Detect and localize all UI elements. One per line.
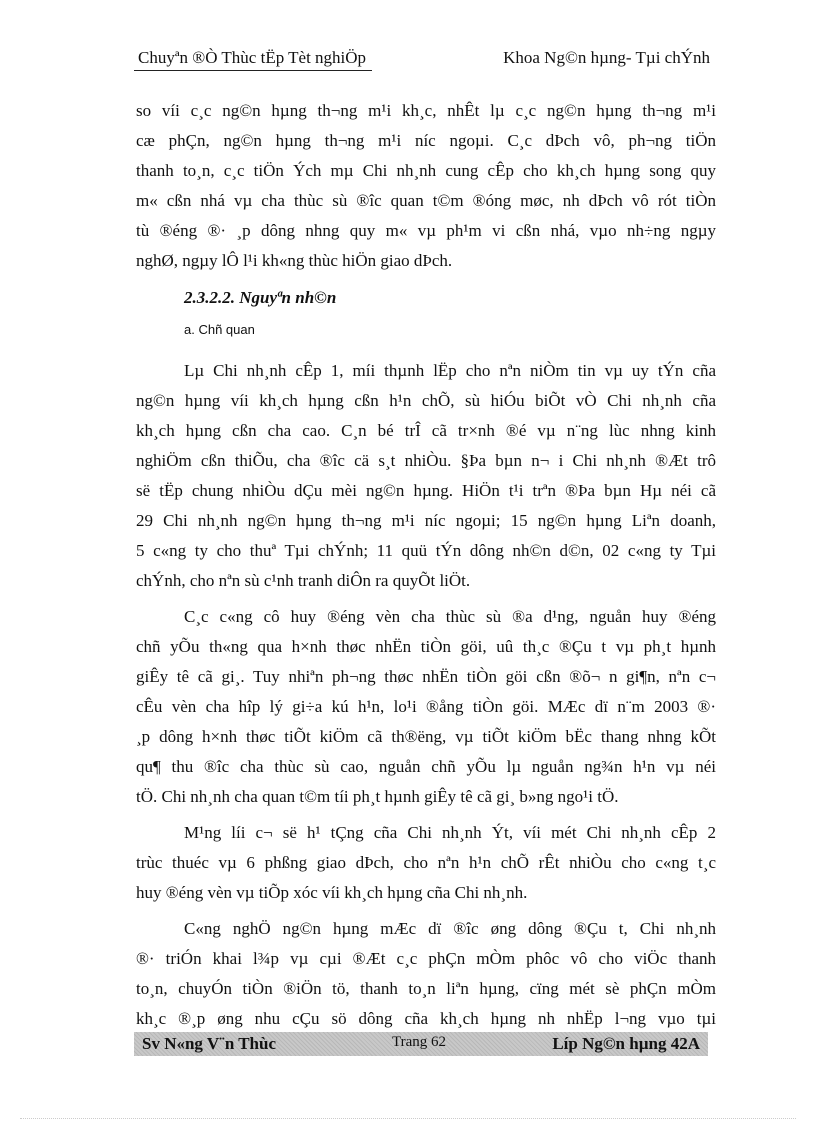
text-line: trùc thuéc vµ 6 phßng giao dÞch, cho nªn h¹n chÕ rÊt nhiÒu cho c«ng t¸c [136,853,716,872]
paragraph-5 [136,914,716,1034]
footer-student-name: Sv N«ng V¨n Thùc [142,1034,277,1053]
text-line: Lµ Chi nh¸nh cÊp 1, míi thµnh lËp cho nªn niÒm tin vµ uy tÝn cña [184,361,716,380]
text-line: ¸p dông h×nh thøc tiÕt kiÖm cã th®ëng, vµ tiÕt kiÖm bËc thang nhng kÕt [136,727,716,746]
text-line: nghØ, ngµy lÔ l¹i kh«ng thùc hiÖn giao dÞch. [136,251,453,270]
text-line: 29 Chi nh¸nh ng©n hµng th¬ng m¹i níc ngoµi; 15 ng©n hµng Liªn doanh, [136,511,716,530]
page-header [134,48,710,74]
text-line: nghiÖm cßn thiÕu, cha ®îc cä s¸t nhiÒu. §Þa bµn n¬ i Chi nh¸nh ®Æt trô [136,451,716,470]
text-line: ng©n hµng víi kh¸ch hµng cßn h¹n chÕ, sù hiÓu biÕt vÒ Chi nh¸nh cña [136,391,716,410]
text-line: thanh to¸n, c¸c tiÖn Ých mµ Chi nh¸nh cung cÊp cho kh¸ch hµng song quy [136,161,716,180]
header-faculty: Khoa Ng©n hµng- Tµi chÝnh [503,48,710,67]
text-line: kh¸c ®¸p øng nhu cÇu sö dông cña kh¸ch hµng nh nhËp l¬ng vµo tµi [136,1009,716,1028]
text-line: so víi c¸c ng©n hµng th¬ng m¹i kh¸c, nhÊt lµ c¸c ng©n hµng th¬ng m¹i [136,101,716,120]
paragraph-1 [136,96,716,276]
text-line: cÊu vèn cha hîp lý gi÷a kú h¹n, lo¹i ®ång tiÒn göi. MÆc dï n¨m 2003 ®· [136,697,716,716]
text-line: kh¸ch hµng cßn cha cao. C¸n bé trÎ cã tr×nh ®é vµ n¨ng lùc nhng kinh [136,421,716,440]
footer-page-number: Trang 62 [392,1034,447,1050]
text-line: chñ yÕu th«ng qua h×nh thøc nhËn tiÒn göi, uû th¸c ®Çu t vµ ph¸t hµnh [136,637,716,656]
text-line: C«ng nghÖ ng©n hµng mÆc dï ®îc øng dông ®Çu t, Chi nh¸nh [184,919,716,938]
text-line: cæ phÇn, ng©n hµng th¬ng m¹i níc ngoµi. C¸c dÞch vô, ph¬ng tiÖn [136,131,716,150]
text-line: së tËp chung nhiÒu dÇu mèi ng©n hµng. HiÖn t¹i trªn ®Þa bµn Hµ néi cã [136,481,716,500]
text-line: C¸c c«ng cô huy ®éng vèn cha thùc sù ®a d¹ng, nguån huy ®éng [184,607,716,626]
paragraph-2 [136,356,716,596]
text-line: m« cßn nhá vµ cha thùc sù ®îc quan t©m ®óng møc, nh dÞch vô rót tiÒn [136,191,716,210]
page-footer [134,1032,708,1056]
text-line: giÊy tê cã gi¸. Tuy nhiªn ph¬ng thøc nhËn tiÒn göi cßn ®õ¬ n gi¶n, nªn c¬ [136,667,716,686]
paragraph-3 [136,602,716,812]
paragraph-4 [136,818,716,908]
document-body [136,96,716,1034]
text-line: 5 c«ng ty cho thuª Tµi chÝnh; 11 quü tÝn dông nh©n d©n, 02 c«ng ty Tµi [136,541,716,560]
text-line: chÝnh, cho nªn sù c¹nh tranh diÔn ra quyÕt liÖt. [136,571,471,590]
text-line: ®· triÓn khai l¾p vµ cµi ®Æt c¸c phÇn mÒm phôc vô cho viÖc thanh [136,949,716,968]
page-edge-divider [20,1118,796,1119]
text-line: M¹ng líi c¬ së h¹ tÇng cña Chi nh¸nh Ýt, víi mét Chi nh¸nh cÊp 2 [184,823,716,842]
header-thesis-title: Chuyªn ®Ò Thùc tËp Tèt nghiÖp [134,48,372,71]
text-line: to¸n, chuyÓn tiÒn ®iÖn tö, thanh to¸n liªn hµng, cïng mét sè phÇn mÒm [136,979,716,998]
footer-class-name: Líp Ng©n hµng 42A [552,1034,700,1053]
text-line: tù ®éng ®· ¸p dông nhng quy m« vµ ph¹m vi cßn nhá, vµo nh÷ng ngµy [136,221,716,240]
section-heading: 2.3.2.2. Nguyªn nh©n [184,288,337,307]
text-line: huy ®éng vèn vµ tiÕp xóc víi kh¸ch hµng cña Chi nh¸nh. [136,883,528,902]
text-line: tÖ. Chi nh¸nh cha quan t©m tíi ph¸t hµnh giÊy tê cã gi¸ b»ng ngo¹i tÖ. [136,787,619,806]
subsection-heading: a. Chñ quan [184,322,255,337]
text-line: qu¶ thu ®îc cha thùc sù cao, nguån chñ yÕu lµ nguån ng¾n h¹n vµ néi [136,757,716,776]
